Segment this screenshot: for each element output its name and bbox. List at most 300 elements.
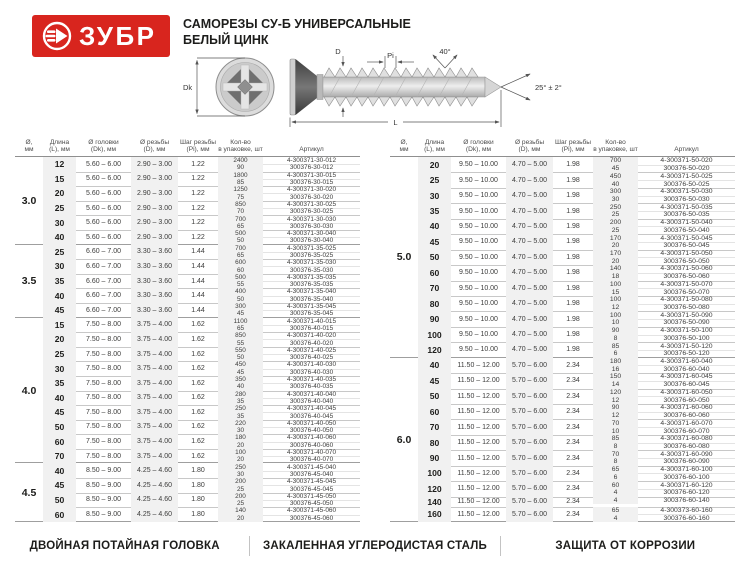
pack-options [593,203,735,218]
thread-diameter-cell: 2.90 – 3.00 [131,215,178,230]
column-header-1 [418,130,451,156]
pack-qty: 90 [593,404,638,412]
group-rows [43,157,360,245]
pack-qty: 170 [593,234,638,242]
head-diameter-cell: 11.50 – 12.00 [457,510,500,518]
pitch-cell: 1.98 [566,253,580,261]
pack-options [593,404,735,419]
pack-qty: 60 [218,266,263,273]
diameter-group [390,157,735,358]
spec-row [43,245,360,260]
pack-options [218,434,360,449]
pack-line [218,412,360,419]
dim-label-d: D [335,47,341,56]
diameter-group-label: 3.5 [21,275,37,288]
length-cell: 50 [43,493,76,508]
column-header-line: мм [399,146,409,154]
head-diameter-cell: 5.60 – 6.00 [85,219,122,227]
pack-article: 300376-60-100 [663,473,710,481]
column-header-5 [218,130,263,156]
length-cell: 25 [43,245,76,260]
pack-line [218,354,360,361]
pack-article: 300376-30-015 [289,179,334,187]
length-cell: 80 [418,435,451,450]
thread-diameter-cell: 3.30 – 3.60 [131,259,178,274]
length-cell: 45 [418,373,451,388]
pack-options [593,265,735,280]
pack-line [593,373,735,381]
pack-line [218,427,360,434]
pack-qty: 250 [218,463,263,470]
thread-diameter-cell: 5.70 – 6.00 [506,507,553,522]
pack-article: 300376-30-030 [289,222,334,230]
spec-row [418,219,735,234]
spec-row [418,203,735,218]
column-header-line: в упаковке, шт [593,146,638,154]
pack-qty: 550 [218,347,263,354]
length-cell: 45 [43,405,76,420]
group-rows [43,318,360,464]
head-diameter-cell: 11.50 – 12.00 [457,423,500,431]
pack-article: 300376-60-060 [663,412,710,420]
pack-line [593,219,735,227]
pack-article: 300376-40-015 [289,324,334,332]
pitch-cell: 1.62 [191,452,205,460]
head-diameter-cell: 7.50 – 8.00 [85,350,122,358]
pack-line [593,296,735,304]
pack-options [593,219,735,234]
pack-line [593,342,735,350]
pack-qty: 90 [593,327,638,335]
group-rows [43,463,360,521]
head-diameter-cell: 6.60 – 7.00 [85,262,122,270]
diameter-group [15,318,360,464]
pack-article: 4-300371-60-100 [660,466,713,474]
pack-qty: 1800 [218,172,263,179]
length-cell: 45 [43,478,76,493]
column-header-line: Ø резьбы [139,138,170,146]
pitch-cell: 2.34 [566,439,580,447]
pack-qty: 170 [593,250,638,258]
pack-line [218,420,360,427]
pack-options [218,215,360,230]
column-header-line: Шаг резьбы [179,138,217,146]
pack-article: 4-300371-50-100 [660,327,713,335]
pack-qty: 50 [218,237,263,244]
length-cell: 15 [43,318,76,333]
pack-line [218,456,360,463]
pack-article: 300376-45-045 [289,485,334,493]
feature-bar [0,529,750,563]
pack-qty: 70 [218,208,263,215]
pack-options [218,405,360,420]
pack-line [593,443,735,451]
length-cell: 45 [43,303,76,318]
pack-line [218,500,360,507]
pack-article: 300376-35-030 [289,266,334,274]
pack-qty: 85 [593,342,638,350]
head-diameter-cell: 9.50 – 10.00 [459,284,498,292]
spec-row [43,493,360,508]
length-cell: 50 [43,420,76,435]
pack-line [218,310,360,317]
pack-article: 300376-40-050 [289,427,334,435]
pack-line [218,266,360,273]
length-cell: 40 [43,230,76,245]
pack-line [593,427,735,435]
head-diameter-cell: 11.50 – 12.00 [457,498,500,506]
feature-corrosion-protection: ЗАЩИТА ОТ КОРРОЗИИ [555,540,696,552]
column-header-line: в упаковке, шт [218,146,263,154]
pack-line [218,259,360,266]
pack-qty: 400 [218,288,263,295]
length-cell: 25 [418,172,451,187]
pack-line [593,507,735,515]
thread-diameter-cell: 4.25 – 4.60 [131,463,178,478]
pack-qty: 15 [593,288,638,296]
spec-row [43,259,360,274]
pack-qty: 100 [593,296,638,304]
head-diameter-cell: 7.50 – 8.00 [85,408,122,416]
pitch-cell: 1.98 [566,161,580,169]
pack-article: 4-300371-60-045 [660,373,713,381]
length-cell: 50 [418,389,451,404]
head-diameter-cell: 7.50 – 8.00 [85,379,122,387]
pitch-cell: 1.98 [566,315,580,323]
pitch-cell: 1.98 [566,331,580,339]
head-diameter-cell: 7.50 – 8.00 [85,438,122,446]
pitch-cell: 1.62 [191,438,205,446]
pitch-cell: 2.34 [566,485,580,493]
pack-line [593,165,735,173]
pack-line [218,369,360,376]
pack-qty: 65 [593,507,638,515]
pack-line [593,450,735,458]
pack-qty: 600 [218,259,263,266]
head-diameter-cell: 6.60 – 7.00 [85,248,122,256]
pack-qty: 200 [218,478,263,485]
pack-article: 4-300371-30-020 [286,186,337,194]
spec-row [418,188,735,203]
pack-qty: 20 [593,257,638,265]
spec-row [43,288,360,303]
pack-line [593,172,735,180]
pack-qty: 25 [218,500,263,507]
pitch-cell: 1.22 [191,219,205,227]
pack-options [218,230,360,245]
length-cell: 50 [418,250,451,265]
thread-diameter-cell: 5.70 – 6.00 [506,358,553,373]
pitch-cell: 1.44 [191,277,205,285]
pack-article: 300376-60-070 [663,427,710,435]
length-cell: 35 [43,274,76,289]
spec-row [43,157,360,172]
pack-qty: 18 [593,273,638,281]
pack-options [593,157,735,172]
column-header-line: Кол-во [605,138,626,146]
pack-line [218,157,360,164]
pack-qty: 12 [593,396,638,404]
pack-qty: 65 [593,466,638,474]
diameter-group-label: 3.0 [21,194,37,207]
pack-article: 4-300371-45-040 [286,463,337,471]
length-cell: 120 [418,481,451,496]
pack-qty: 4 [593,514,638,522]
column-header-line: (Dk), мм [465,146,492,154]
head-diameter-cell: 5.60 – 6.00 [85,233,122,241]
pack-article: 4-300371-40-060 [286,434,337,442]
pack-line [218,281,360,288]
pitch-cell: 1.98 [566,222,580,230]
length-cell: 30 [43,259,76,274]
pack-article: 300376-35-035 [289,281,334,289]
length-cell: 45 [418,234,451,249]
pack-qty: 200 [218,493,263,500]
thread-diameter-cell: 4.70 – 5.00 [506,296,553,311]
pack-qty: 12 [593,304,638,312]
pack-qty: 90 [218,164,263,171]
spec-row [43,332,360,347]
pack-line [593,497,735,505]
pitch-cell: 2.34 [566,361,580,369]
thread-diameter-cell: 2.90 – 3.00 [131,172,178,187]
length-cell: 100 [418,327,451,342]
pack-article: 4-300371-45-045 [286,478,337,486]
pitch-cell: 1.62 [191,408,205,416]
thread-diameter-cell: 5.70 – 6.00 [506,389,553,404]
pack-line [593,419,735,427]
head-diameter-cell: 9.50 – 10.00 [459,207,498,215]
thread-diameter-cell: 3.30 – 3.60 [131,245,178,260]
group-rows [418,157,735,358]
spec-row [418,507,735,522]
pack-line [218,434,360,441]
thread-diameter-cell: 2.90 – 3.00 [131,201,178,216]
pack-article: 4-300371-60-070 [660,419,713,427]
spec-row [43,434,360,449]
length-cell: 60 [418,265,451,280]
pack-article: 4-300371-50-080 [660,296,713,304]
column-header-line: Ø, [25,138,33,146]
pack-options [218,288,360,303]
pack-qty: 8 [593,335,638,343]
pack-line [593,288,735,296]
pack-article: 300376-50-080 [663,304,710,312]
dim-label-tip-angle: 25° ± 2° [535,83,562,92]
spec-row [43,274,360,289]
pack-article: 4-300371-50-045 [660,234,713,242]
length-cell: 40 [43,288,76,303]
column-header-2 [76,130,131,156]
zubr-logo [32,15,170,57]
pack-article: 300376-50-040 [663,226,710,234]
length-cell: 80 [418,296,451,311]
pitch-cell: 2.34 [566,510,580,518]
spec-row [418,327,735,342]
length-cell: 40 [418,358,451,373]
thread-diameter-cell: 4.70 – 5.00 [506,172,553,187]
column-header-line: Длина [49,138,70,146]
pack-line [218,493,360,500]
pack-article: 300376-35-045 [289,310,334,318]
pack-qty: 50 [218,354,263,361]
column-header-line: Ø резьбы [514,138,545,146]
pack-line [218,164,360,171]
pack-options [593,497,735,507]
pack-qty: 4 [593,489,638,497]
column-header-line: (Dk), мм [90,146,117,154]
pack-qty: 10 [593,319,638,327]
pitch-cell: 1.98 [566,238,580,246]
pack-options [218,376,360,391]
pack-qty: 700 [218,245,263,252]
spec-row [43,318,360,333]
pitch-cell: 1.22 [191,189,205,197]
pack-line [218,303,360,310]
head-diameter-cell: 11.50 – 12.00 [457,439,500,447]
pack-qty: 70 [593,450,638,458]
pack-article: 4-300371-40-045 [286,405,337,413]
head-diameter-cell: 9.50 – 10.00 [459,331,498,339]
pitch-cell: 1.80 [191,467,205,475]
dim-label-dk: Dk [183,83,193,92]
pack-article: 4-300371-35-045 [286,303,337,311]
length-cell: 25 [43,347,76,362]
pack-line [218,442,360,449]
column-header-5 [593,130,638,156]
pack-line [218,485,360,492]
pack-article: 4-300371-50-030 [660,188,713,196]
pack-qty: 700 [218,215,263,222]
pitch-cell: 1.80 [191,511,205,519]
pitch-cell: 1.62 [191,335,205,343]
pitch-cell: 1.98 [566,192,580,200]
length-cell: 35 [418,203,451,218]
pack-line [218,237,360,244]
pack-options [593,507,735,522]
spec-row [43,230,360,245]
pack-qty: 30 [218,471,263,478]
spec-row [43,463,360,478]
head-diameter-cell: 9.50 – 10.00 [459,238,498,246]
head-diameter-cell: 6.60 – 7.00 [85,292,122,300]
pack-qty: 70 [593,419,638,427]
pack-options [218,420,360,435]
pack-qty: 150 [593,373,638,381]
pack-options [218,478,360,493]
pack-line [593,188,735,196]
length-cell: 60 [43,434,76,449]
pack-qty: 450 [218,361,263,368]
column-header-line: (Pi), мм [561,146,585,154]
head-diameter-cell: 11.50 – 12.00 [457,392,500,400]
thread-diameter-cell: 3.75 – 4.00 [131,332,178,347]
pack-article: 300376-30-025 [289,208,334,216]
thread-diameter-cell: 4.70 – 5.00 [506,219,553,234]
pack-line [218,296,360,303]
length-cell: 90 [418,450,451,465]
thread-diameter-cell: 5.70 – 6.00 [506,481,553,496]
pack-article: 300376-40-070 [289,456,334,464]
column-header-line: Шаг резьбы [554,138,592,146]
pack-line [218,449,360,456]
pack-article: 300376-50-035 [663,211,710,219]
thread-diameter-cell: 4.25 – 4.60 [131,478,178,493]
pack-qty: 450 [593,172,638,180]
pack-article: 300376-40-045 [289,412,334,420]
pack-article: 4-300371-40-015 [286,317,337,325]
pack-qty: 120 [593,389,638,397]
thread-diameter-cell: 4.70 – 5.00 [506,234,553,249]
spec-row [418,435,735,450]
pack-line [593,358,735,366]
pack-line [218,318,360,325]
feature-hardened-carbon-steel: ЗАКАЛЕННАЯ УГЛЕРОДИСТАЯ СТАЛЬ [263,540,487,552]
pack-line [593,211,735,219]
pack-article: 300376-50-090 [663,319,710,327]
pack-article: 4-300371-30-015 [286,171,337,179]
diameter-group [390,358,735,522]
thread-diameter-cell: 2.90 – 3.00 [131,157,178,172]
pitch-cell: 1.98 [566,207,580,215]
screw-technical-drawing [183,46,583,134]
thread-diameter-cell: 4.70 – 5.00 [506,265,553,280]
pack-qty: 20 [218,515,263,522]
spec-row [43,186,360,201]
thread-diameter-cell: 4.25 – 4.60 [131,507,178,522]
pack-qty: 45 [218,369,263,376]
pack-line [218,361,360,368]
thread-diameter-cell: 5.70 – 6.00 [506,435,553,450]
thread-diameter-cell: 2.90 – 3.00 [131,186,178,201]
spec-row [43,376,360,391]
group-rows [43,245,360,318]
pack-qty: 30 [593,196,638,204]
thread-diameter-cell: 3.75 – 4.00 [131,434,178,449]
pack-article: 300376-60-045 [663,381,710,389]
pack-line [593,196,735,204]
head-diameter-cell: 11.50 – 12.00 [457,377,500,385]
head-diameter-cell: 5.60 – 6.00 [85,175,122,183]
column-header-line: Ø головки [463,138,494,146]
pack-line [593,466,735,474]
pack-article: 300376-60-040 [663,365,710,373]
column-header-0 [390,130,418,156]
thread-diameter-cell: 3.75 – 4.00 [131,420,178,435]
dim-label-l: L [393,118,398,127]
pack-article: 4-300371-40-050 [286,419,337,427]
pack-qty: 500 [218,274,263,281]
pack-qty: 55 [218,281,263,288]
head-diameter-cell: 6.60 – 7.00 [85,277,122,285]
pack-options [218,245,360,260]
feature-double-countersunk-head: ДВОЙНАЯ ПОТАЙНАЯ ГОЛОВКА [29,540,220,552]
pack-article: 4-300371-60-090 [660,450,713,458]
length-cell: 60 [418,404,451,419]
pack-options [593,327,735,342]
pack-options [218,391,360,406]
pack-qty: 350 [218,376,263,383]
pack-qty: 100 [218,449,263,456]
pack-line [218,347,360,354]
length-cell: 20 [43,186,76,201]
pack-line [218,391,360,398]
pack-article: 300376-50-100 [663,334,710,342]
pack-options [218,274,360,289]
pack-article: 300376-30-012 [289,164,334,172]
column-header-line: Артикул [299,146,324,154]
length-cell: 120 [418,342,451,357]
